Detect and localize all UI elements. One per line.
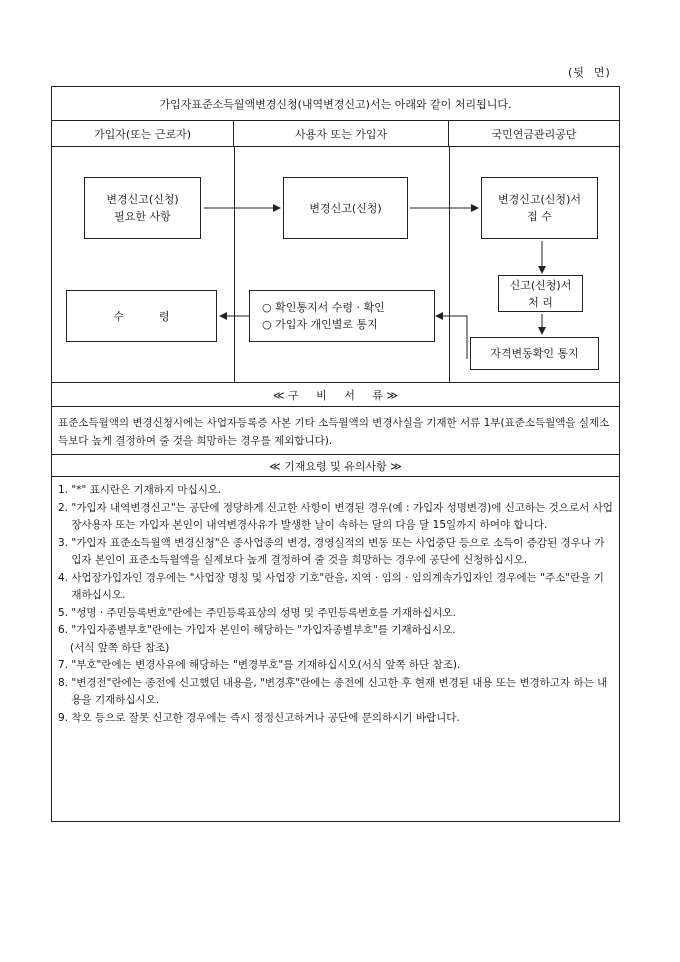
note-number: 1. [58,484,72,496]
notes-title: ≪ 기재요령 및 유의사항 ≫ [269,459,402,473]
column-header-row [52,121,619,147]
box-required-line1: 변경신고(신청) [106,193,179,206]
box-process-line1: 신고(신청)서 [509,278,572,292]
column-header-subscriber: 가입자(또는 근로자) [52,121,234,146]
notes-title-row [52,455,619,477]
note-item [58,570,613,605]
docs-title: ≪ 구 비 서 류 ≫ [273,388,398,402]
box-confirm-line2: ○ 가입자 개인별로 통지 [262,318,378,331]
note-item [58,535,613,570]
note-text: "변경전"란에는 종전에 신고했던 내용을, "변경후"란에는 종전에 신고한 후 현재 변경된 내용 또는 변경하고자 하는 내용을 기재하십시오. [71,676,608,706]
box-notice-label: 자격변동확인 통지 [490,347,579,360]
box-receipt-line2: 접 수 [527,210,552,223]
note-text: "성명 · 주민등록번호"란에는 주민등록표상의 성명 및 주민등록번호를 기재하십시오. [71,606,456,619]
box-receive-label: 수 령 [113,309,170,323]
note-item [58,710,613,728]
note-text: "가입자종별부호"란에는 가입자 본인이 해당하는 "가입자종별부호"를 기재하십시오. [71,624,456,636]
box-confirm [249,290,435,342]
table-title-row [52,87,619,121]
note-text: "가입자 표준소득월액 변경신청"은 종사업종의 변경, 경영실적의 변동 또는 사업중단 등으로 소득이 증감된 경우나 가입자 본인이 표준소득월액을 실제보다 높게 결정하여 줄 것을 희망하는 경우에 공단에 신청하십시오. [71,536,605,566]
note-number: 2. [58,501,72,514]
note-number: 4. [58,571,72,584]
note-item [58,605,613,623]
note-number: 5. [58,606,72,619]
note-item [58,675,613,710]
note-item-continuation [58,640,613,658]
note-item [58,622,613,640]
note-item [58,657,613,675]
box-confirm-line1: ○ 확인통지서 수령 · 확인 [262,301,385,314]
box-receipt-line1: 변경신고(신청)서 [498,193,581,206]
column-header-employer: 사용자 또는 가입자 [234,121,449,146]
note-number: 6. [58,624,72,636]
docs-text: 표준소득월액의 변경신청시에는 사업자등록증 사본 기타 소득월액의 변경사실을 기재한 서류 1부(표준소득월액을 실제소득보다 높게 결정하여 줄 것을 희망하는 경우를 제외합니다). [58,417,610,447]
docs-row [52,407,619,455]
note-text: "부호"란에는 변경사유에 해당하는 "변경부호"를 기재하십시오(서식 앞쪽 하단 참조). [71,659,461,671]
box-notice [470,337,599,370]
note-item [58,482,613,500]
box-required-items [84,177,201,239]
column-header-agency: 국민연금관리공단 [491,127,577,141]
flow-chart-row [52,147,619,383]
box-receipt [481,177,598,239]
note-text: "가입자 내역변경신고"는 공단에 정당하게 신고한 사항이 변경된 경우(예 : 가입자 성명변경)에 신고하는 것으로서 사업장사용자 또는 가입자 본인이 내역변경사유가 발생한 날이 속하는 달의 다음 달 15일까지 하여야 합니다. [71,501,613,531]
docs-title-row [52,383,619,407]
box-report-label: 변경신고(신청) [309,201,382,215]
note-text: (서식 앞쪽 하단 참조) [70,641,170,654]
note-number: 3. [58,536,72,549]
note-number: 8. [58,676,72,689]
box-report [283,177,408,239]
note-text: "*" 표시란은 기재하지 마십시오. [71,484,222,496]
box-required-line2: 필요한 사항 [114,210,171,223]
box-process [498,275,583,312]
notes-list [52,477,619,727]
table-title: 가입자표준소득월액변경신청(내역변경신고)서는 아래와 같이 처리됩니다. [159,97,512,111]
box-receive [66,290,217,342]
box-process-line2: 처 리 [528,295,553,309]
note-number: 7. [58,659,72,671]
note-item [58,500,613,535]
process-table [51,86,620,822]
note-text: 사업장가입자인 경우에는 "사업장 명칭 및 사업장 기호"란을, 지역 · 임의 · 임의계속가입자인 경우에는 "주소"란을 기재하십시오. [71,571,604,601]
note-number: 9. [58,711,72,724]
arrow-notice-to-confirm [436,316,467,359]
page-side-label: (뒷 면) [568,66,611,79]
note-text: 착오 등으로 잘못 신고한 경우에는 즉시 정정신고하거나 공단에 문의하시기 바랍니다. [71,711,460,724]
